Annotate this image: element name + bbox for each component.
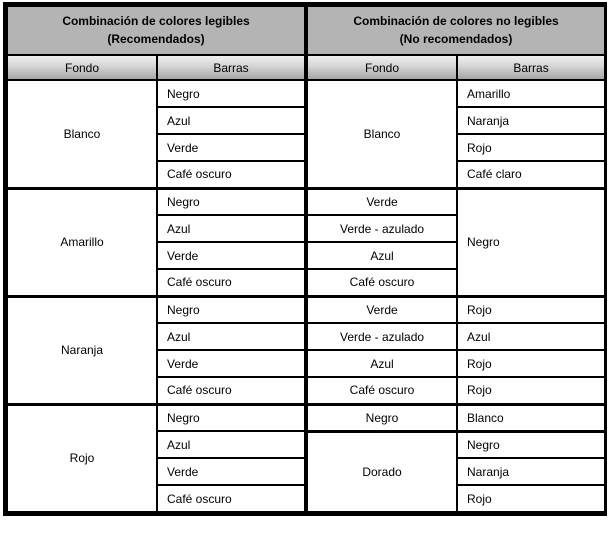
barras-cell: Azul	[157, 215, 305, 242]
fondo-cell: Naranja	[7, 296, 157, 404]
fondo-cell: Verde	[307, 296, 457, 323]
title-line-1: Combinación de colores no legibles	[353, 14, 559, 29]
barras-cell: Negro	[157, 296, 305, 323]
barras-cell: Rojo	[457, 134, 605, 161]
non-legible-colors-table	[306, 5, 606, 513]
barras-cell: Negro	[157, 404, 305, 431]
barras-cell: Azul	[157, 107, 305, 134]
barras-cell: Naranja	[457, 107, 605, 134]
barras-cell: Verde	[157, 134, 305, 161]
title-line-2: (No recomendados)	[399, 31, 513, 46]
fondo-cell: Café oscuro	[307, 377, 457, 404]
table-row	[307, 404, 605, 431]
legible-table-title	[7, 6, 305, 55]
barras-cell: Café oscuro	[157, 377, 305, 404]
barras-cell: Azul	[457, 323, 605, 350]
barras-cell: Rojo	[457, 296, 605, 323]
barras-cell: Verde	[157, 350, 305, 377]
table-row	[307, 80, 605, 107]
fondo-cell: Azul	[307, 242, 457, 269]
fondo-cell: Blanco	[307, 80, 457, 188]
barras-cell: Azul	[157, 431, 305, 458]
barras-cell: Naranja	[457, 458, 605, 485]
table-header-row	[7, 6, 305, 55]
barras-cell: Café oscuro	[157, 161, 305, 188]
color-combinations-table	[3, 2, 607, 516]
barras-cell: Rojo	[457, 377, 605, 404]
fondo-cell: Blanco	[7, 80, 157, 188]
table-row	[307, 431, 605, 458]
barras-cell: Blanco	[457, 404, 605, 431]
non-legible-table-title	[307, 6, 605, 55]
fondo-cell: Amarillo	[7, 188, 157, 296]
fondo-cell: Café oscuro	[307, 269, 457, 296]
barras-cell: Negro	[157, 80, 305, 107]
table-row	[307, 323, 605, 350]
barras-cell: Café oscuro	[157, 485, 305, 512]
column-header-barras: Barras	[457, 55, 605, 80]
fondo-cell: Negro	[307, 404, 457, 431]
barras-cell: Verde	[157, 242, 305, 269]
table-row	[307, 188, 605, 215]
barras-cell: Rojo	[457, 350, 605, 377]
table-header-row	[307, 6, 605, 55]
barras-cell: Amarillo	[457, 80, 605, 107]
table-row	[307, 377, 605, 404]
fondo-cell: Rojo	[7, 404, 157, 512]
title-line-2: (Recomendados)	[107, 31, 205, 46]
barras-cell: Café oscuro	[157, 269, 305, 296]
column-header-row	[307, 55, 605, 80]
table-row	[307, 350, 605, 377]
barras-cell: Negro	[457, 188, 605, 296]
barras-cell: Azul	[157, 323, 305, 350]
legible-colors-table	[6, 5, 306, 513]
barras-cell: Verde	[157, 458, 305, 485]
barras-cell: Negro	[157, 188, 305, 215]
barras-cell: Negro	[457, 431, 605, 458]
column-header-fondo: Fondo	[307, 55, 457, 80]
barras-cell: Café claro	[457, 161, 605, 188]
barras-cell: Rojo	[457, 485, 605, 512]
fondo-cell: Verde - azulado	[307, 215, 457, 242]
column-header-fondo: Fondo	[7, 55, 157, 80]
table-row	[7, 296, 305, 323]
fondo-cell: Verde - azulado	[307, 323, 457, 350]
column-header-barras: Barras	[157, 55, 305, 80]
fondo-cell: Azul	[307, 350, 457, 377]
table-row	[307, 296, 605, 323]
table-row	[7, 404, 305, 431]
fondo-cell: Verde	[307, 188, 457, 215]
fondo-cell: Dorado	[307, 431, 457, 512]
table-row	[7, 188, 305, 215]
table-row	[7, 80, 305, 107]
title-line-1: Combinación de colores legibles	[62, 14, 250, 29]
column-header-row	[7, 55, 305, 80]
